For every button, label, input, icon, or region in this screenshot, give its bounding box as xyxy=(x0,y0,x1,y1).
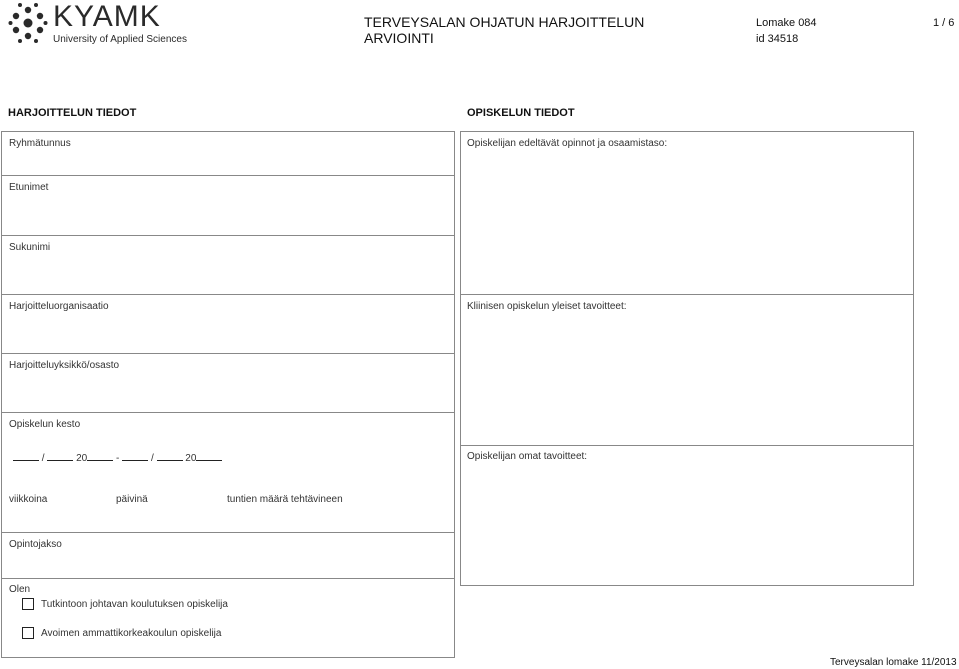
logo-dots-icon xyxy=(8,2,48,44)
page-number: 1 / 6 xyxy=(933,17,955,29)
form-title-line2: ARVIOINTI xyxy=(364,30,434,46)
course-cell[interactable] xyxy=(1,532,455,579)
end-month-blank[interactable] xyxy=(157,450,183,461)
group-code-label: Ryhmätunnus xyxy=(9,138,71,149)
logo-subtitle: University of Applied Sciences xyxy=(53,34,187,45)
form-title-line1: TERVEYSALAN OHJATUN HARJOITTELUN xyxy=(364,14,645,30)
duration-dates xyxy=(13,450,222,464)
last-name-cell[interactable] xyxy=(1,235,455,295)
start-day-blank[interactable] xyxy=(13,450,39,461)
prior-studies-label: Opiskelijan edeltävät opinnot ja osaamistaso: xyxy=(467,138,668,149)
group-code-cell[interactable] xyxy=(1,131,455,176)
end-day-blank[interactable] xyxy=(122,450,148,461)
left-section-title: HARJOITTELUN TIEDOT xyxy=(8,107,137,119)
degree-student-label: Tutkintoon johtavan koulutuksen opiskelija xyxy=(41,599,228,610)
right-section-title: OPISKELUN TIEDOT xyxy=(467,107,575,119)
range-sep: - xyxy=(116,453,120,464)
general-goals-label: Kliinisen opiskelun yleiset tavoitteet: xyxy=(467,301,627,312)
status-label: Olen xyxy=(9,584,31,595)
last-name-label: Sukunimi xyxy=(9,242,51,253)
general-goals-cell[interactable] xyxy=(460,294,914,446)
start-year-blank[interactable] xyxy=(87,450,113,461)
organisation-cell[interactable] xyxy=(1,294,455,354)
own-goals-cell[interactable] xyxy=(460,445,914,586)
open-uas-student-label: Avoimen ammattikorkeakoulun opiskelija xyxy=(41,628,222,639)
footer-text: Terveysalan lomake 11/2013 xyxy=(830,657,957,668)
first-names-cell[interactable] xyxy=(1,175,455,236)
organisation-label: Harjoitteluorganisaatio xyxy=(9,301,109,312)
logo xyxy=(8,0,187,48)
weeks-label: viikkoina xyxy=(9,494,48,505)
end-year-blank[interactable] xyxy=(196,450,222,461)
unit-label: Harjoitteluyksikkö/osasto xyxy=(9,360,120,371)
degree-student-checkbox[interactable] xyxy=(22,598,34,610)
duration-label: Opiskelun kesto xyxy=(9,419,81,430)
form-id: id 34518 xyxy=(756,33,799,45)
status-cell xyxy=(1,578,455,658)
days-label: päivinä xyxy=(116,494,148,505)
course-label: Opintojakso xyxy=(9,539,62,550)
prior-studies-cell[interactable] xyxy=(460,131,914,295)
logo-name: KYAMK xyxy=(53,0,161,33)
first-names-label: Etunimet xyxy=(9,182,49,193)
hours-label: tuntien määrä tehtävineen xyxy=(227,494,343,505)
end-date-sep: / xyxy=(150,453,154,464)
own-goals-label: Opiskelijan omat tavoitteet: xyxy=(467,451,588,462)
form-number: Lomake 084 xyxy=(756,17,817,29)
start-date-sep: / xyxy=(41,453,45,464)
open-uas-student-checkbox[interactable] xyxy=(22,627,34,639)
duration-cell[interactable] xyxy=(1,412,455,533)
start-month-blank[interactable] xyxy=(47,450,73,461)
unit-cell[interactable] xyxy=(1,353,455,413)
start-year-prefix: 20 xyxy=(76,453,88,464)
end-year-prefix: 20 xyxy=(185,453,197,464)
